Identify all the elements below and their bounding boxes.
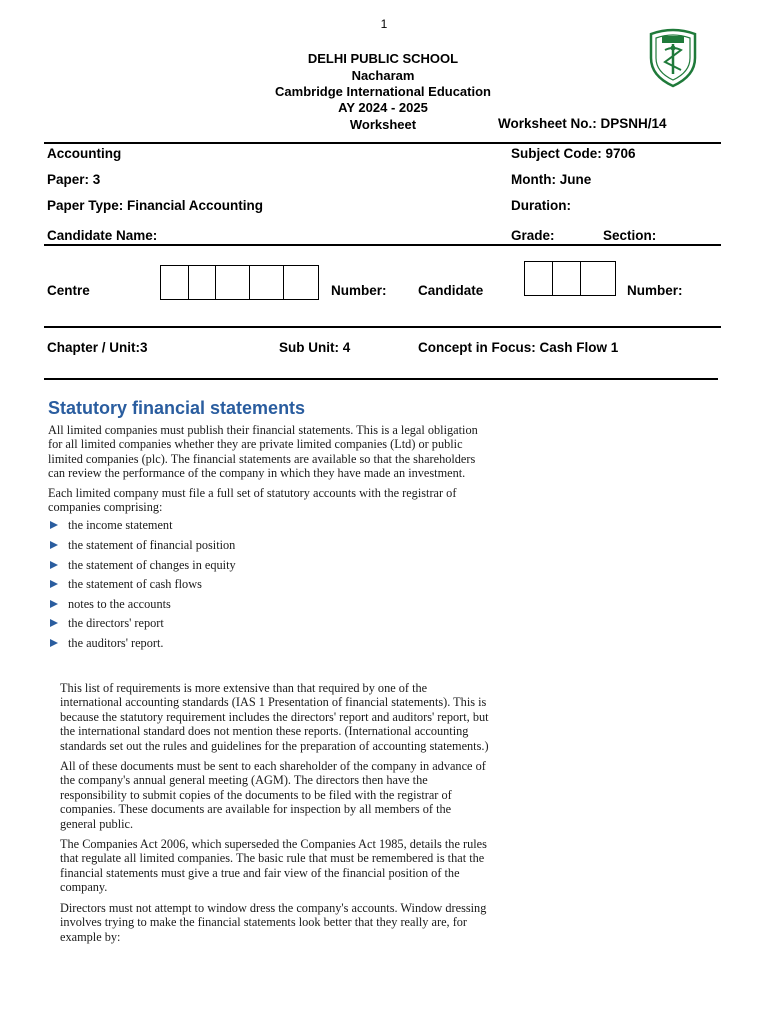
candidate-name-label: Candidate Name: [47,228,158,243]
academic-year: AY 2024 - 2025 [338,100,428,115]
centre-label: Centre [47,283,90,298]
page-number: 1 [380,17,388,31]
section-label: Section: [603,228,657,243]
duration: Duration: [511,198,571,213]
digit-box[interactable] [216,266,250,299]
bullet-arrow-icon [50,639,58,647]
statements-list [48,516,488,653]
divider [44,142,721,144]
concept-in-focus: Concept in Focus: Cash Flow 1 [418,340,619,355]
school-crest-icon [645,28,701,88]
paper-type: Paper Type: Financial Accounting [47,198,264,213]
divider [44,378,718,380]
digit-box[interactable] [553,262,581,295]
chapter-unit: Chapter / Unit:3 [47,340,148,355]
month: Month: June [511,172,592,187]
bullet-arrow-icon [50,561,58,569]
digit-box[interactable] [525,262,553,295]
paragraph: The Companies Act 2006, which superseded the Companies Act 1985, details the rules that regulate all limited companies. The basic rule that must be remembered is that the financial statements must give a true and fair view of the financial position of the company. [60,837,487,895]
candidate-number-boxes[interactable] [524,261,616,296]
paragraph: All limited companies must publish their financial statements. This is a legal obligation for all limited companies whether they are private limited companies (Ltd) or public limited companies (plc). The financial statements are available so that the shareholders can review the performance of the company in which they have made an investment. [48,423,478,481]
paragraph: Each limited company must file a full set of statutory accounts with the registrar of companies comprising: [48,485,457,515]
number-label: Number: [627,283,683,298]
list-item: the statement of cash flows [48,575,488,595]
paragraph: Directors must not attempt to window dress the company's accounts. Window dressing involves trying to make the financial statements look better that they really are, for example by: [60,900,487,944]
list-item: the statement of changes in equity [48,556,488,576]
list-item: the income statement [48,516,488,536]
digit-box[interactable] [581,262,615,295]
candidate-label: Candidate [418,283,484,298]
program-name: Cambridge International Education [275,84,491,99]
worksheet-number: Worksheet No.: DPSNH/14 [498,116,667,131]
digit-box[interactable] [284,266,318,299]
digit-box[interactable] [189,266,216,299]
bullet-arrow-icon [50,541,58,549]
list-item: notes to the accounts [48,595,488,615]
bullet-arrow-icon [50,580,58,588]
number-label: Number: [331,283,387,298]
paragraph: This list of requirements is more extensive than that required by one of the international accounting standards (IAS 1 Presentation of financial statements). This is because the statutory requirement includes the directors' report and auditors' report, but the international standard does not mention these reports. (International accounting standards set out the rules and guidelines for the preparation of accounting statements.) [60,681,489,753]
list-item: the auditors' report. [48,634,488,654]
school-location: Nacharam [351,68,415,83]
excerpt-continuation [60,681,490,950]
subject: Accounting [47,146,122,161]
school-name: DELHI PUBLIC SCHOOL [307,51,459,66]
document-type: Worksheet [349,117,417,132]
digit-box[interactable] [250,266,284,299]
subject-code: Subject Code: 9706 [511,146,636,161]
list-item: the directors' report [48,614,488,634]
divider [44,326,721,328]
textbook-excerpt [48,397,489,944]
digit-box[interactable] [161,266,189,299]
bullet-arrow-icon [50,600,58,608]
sub-unit: Sub Unit: 4 [279,340,351,355]
paper: Paper: 3 [47,172,101,187]
bullet-arrow-icon [50,619,58,627]
list-item: the statement of financial position [48,536,488,556]
divider [44,244,721,246]
paragraph: All of these documents must be sent to each shareholder of the company in advance of the company's annual general meeting (AGM). The directors then have the responsibility to submit copies of the documents to be filed with the registrar of companies. These documents are available for inspection by all members of the general public. [60,759,486,831]
grade-label: Grade: [511,228,555,243]
bullet-arrow-icon [50,521,58,529]
centre-number-boxes[interactable] [160,265,319,300]
excerpt-heading: Statutory financial statements [48,398,306,418]
